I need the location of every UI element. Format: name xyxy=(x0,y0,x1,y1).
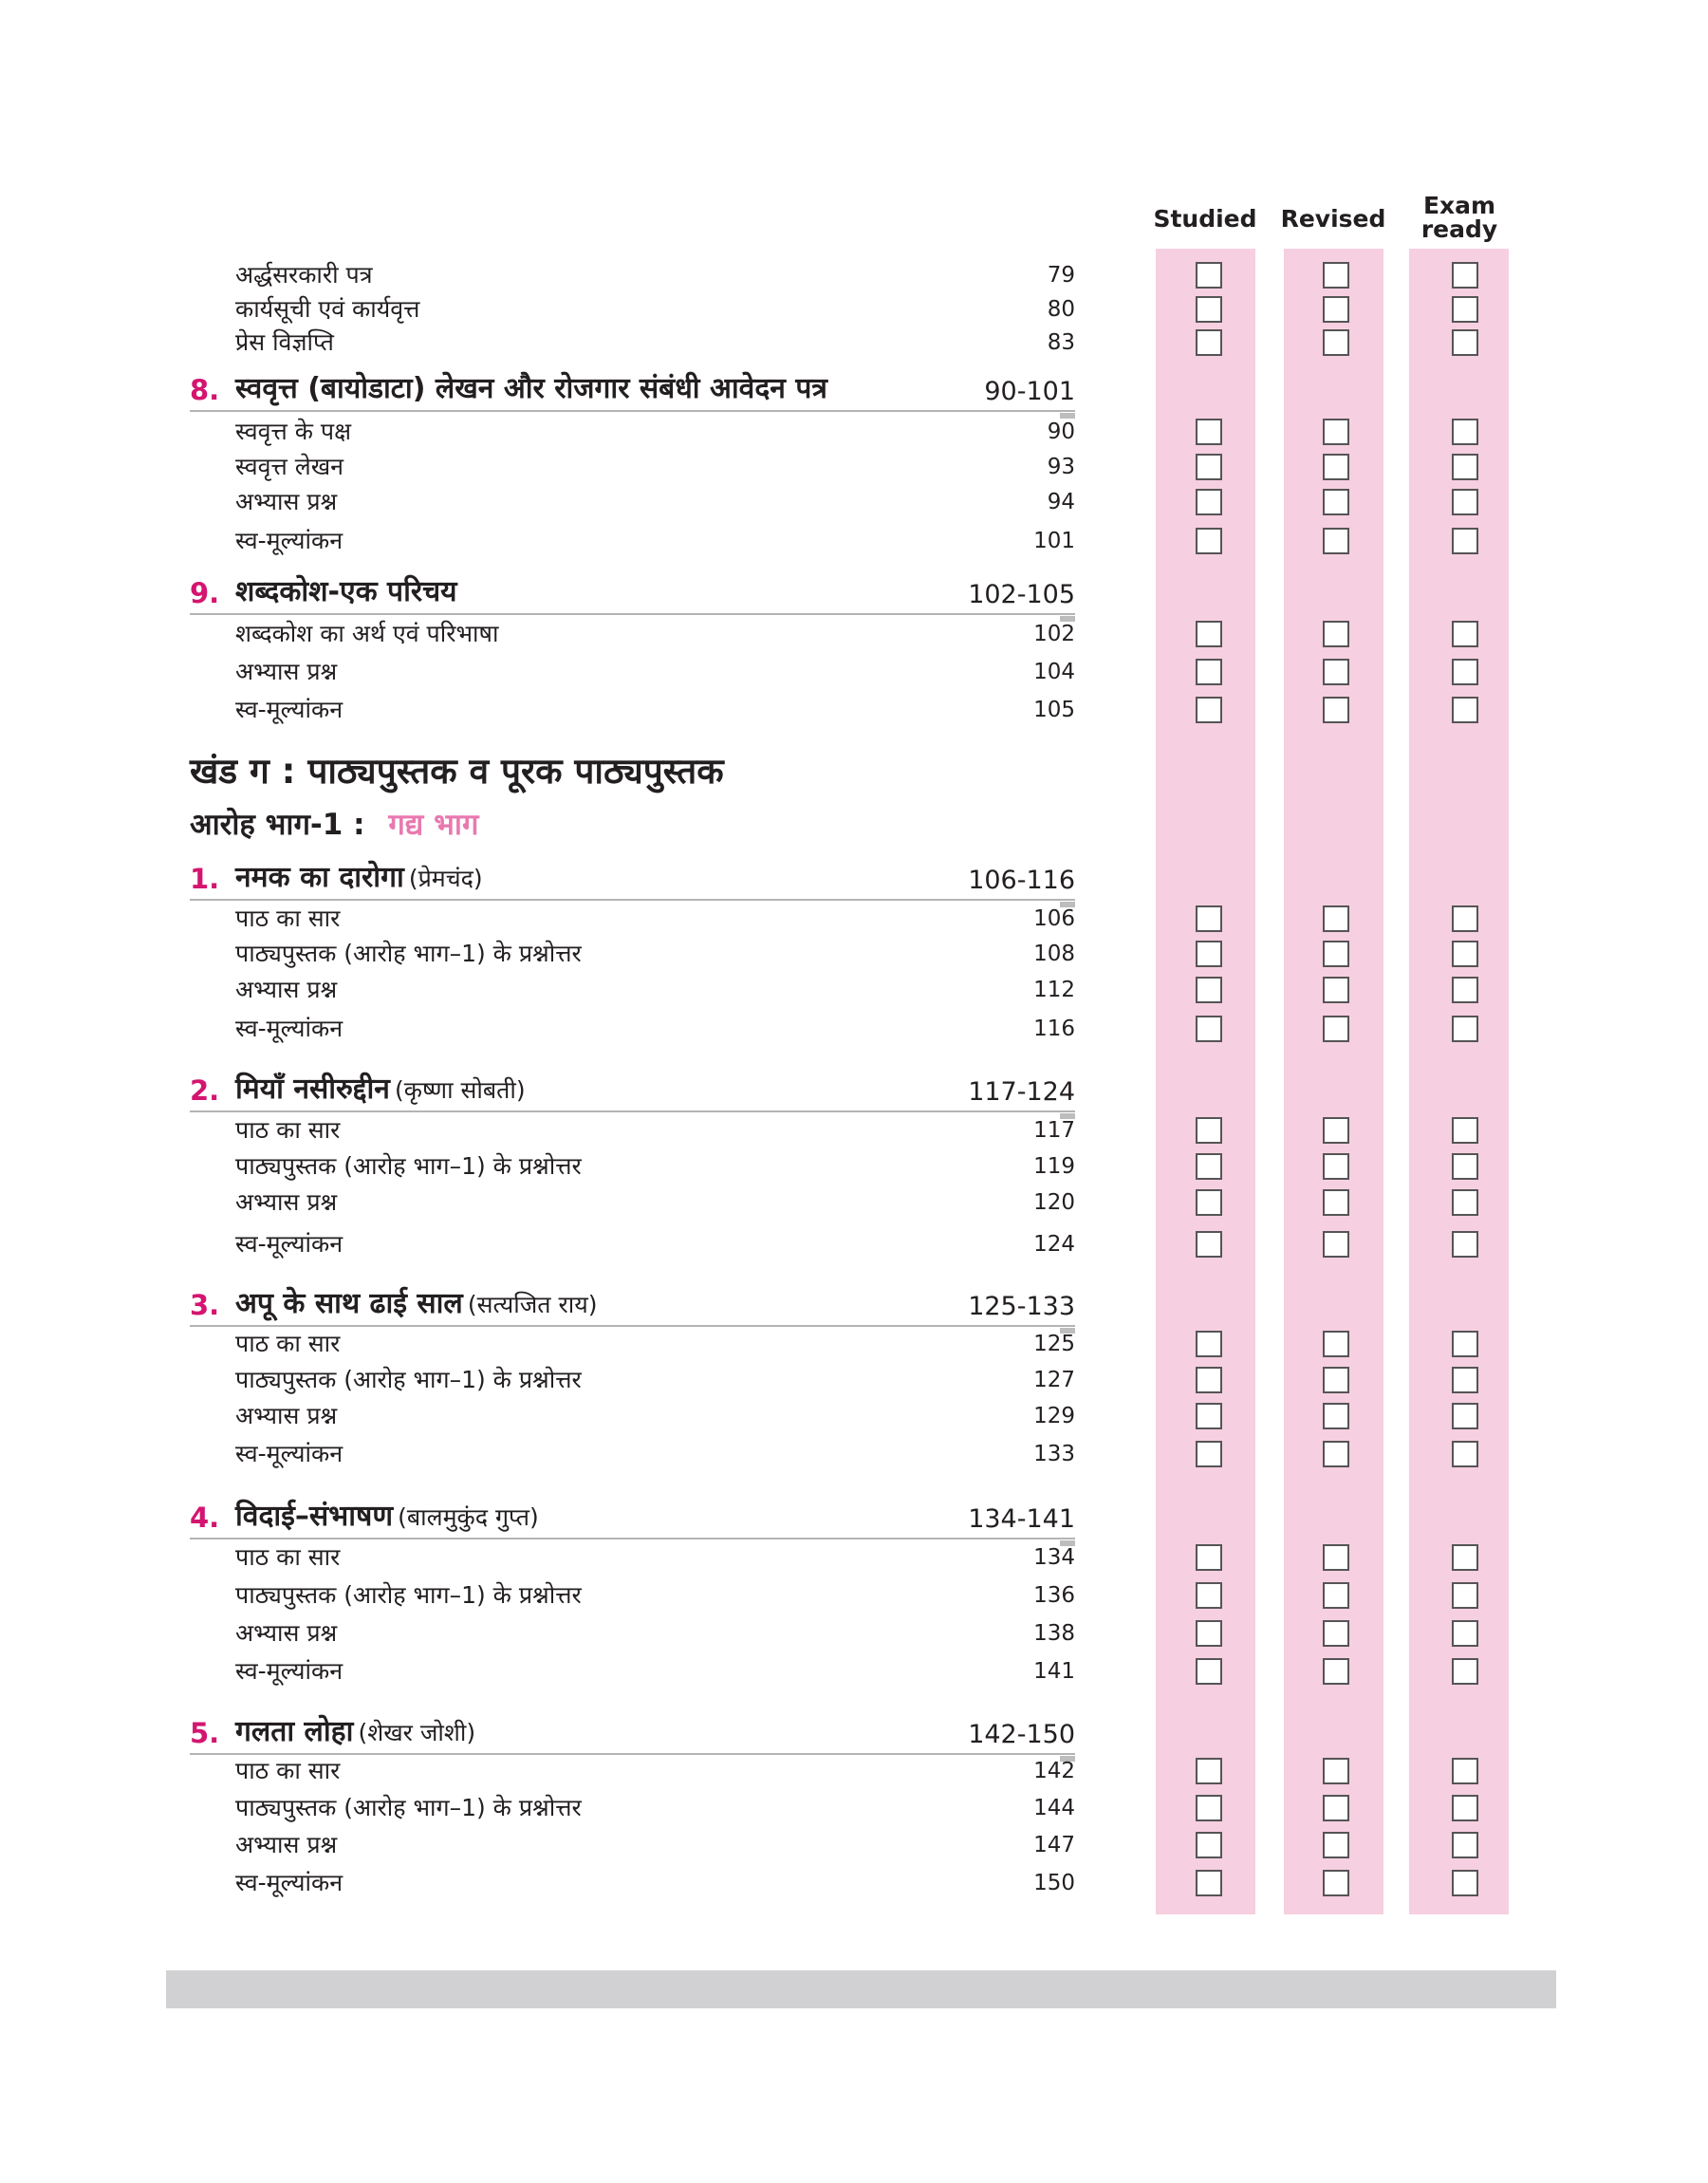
revised-checkbox[interactable] xyxy=(1323,697,1349,723)
revised-checkbox[interactable] xyxy=(1323,621,1349,647)
exam-ready-checkbox[interactable] xyxy=(1452,262,1478,289)
revised-checkbox[interactable] xyxy=(1323,329,1349,356)
exam-ready-checkbox[interactable] xyxy=(1452,905,1478,932)
item-label: स्व-मूल्यांकन xyxy=(235,696,343,723)
column-header-revised: Revised xyxy=(1280,205,1386,233)
item-label: स्ववृत्त लेखन xyxy=(235,453,344,480)
item-page-number: 101 xyxy=(1033,529,1075,553)
chapter-title-text: मियाँ नसीरुद्दीन xyxy=(235,1073,390,1106)
list-item xyxy=(235,1652,1075,1690)
exam-ready-checkbox[interactable] xyxy=(1452,941,1478,967)
item-page-number: 102 xyxy=(1033,622,1075,646)
item-page-number: 136 xyxy=(1033,1583,1075,1608)
list-item xyxy=(235,1826,1075,1864)
studied-checkbox[interactable] xyxy=(1196,977,1222,1003)
list-item xyxy=(235,971,1075,1009)
studied-checkbox[interactable] xyxy=(1196,1832,1222,1858)
item-label: अर्द्धसरकारी पत्र xyxy=(235,261,373,289)
studied-checkbox[interactable] xyxy=(1196,1016,1222,1042)
chapter-title xyxy=(235,570,457,609)
checkbox-row xyxy=(1196,697,1490,725)
chapter-page-range: 125-133 xyxy=(968,1292,1075,1321)
footer-bar xyxy=(166,1970,1556,2008)
chapter-title-text: स्ववृत्त (बायोडाटा) लेखन और रोजगार संबंधी आवेदन पत्र xyxy=(235,372,827,405)
chapter-heading xyxy=(190,1490,1075,1539)
exam-ready-checkbox[interactable] xyxy=(1452,659,1478,685)
item-label: स्व-मूल्यांकन xyxy=(235,527,343,554)
studied-checkbox[interactable] xyxy=(1196,1117,1222,1144)
studied-checkbox[interactable] xyxy=(1196,489,1222,515)
studied-checkbox[interactable] xyxy=(1196,1441,1222,1467)
item-page-number: 142 xyxy=(1033,1759,1075,1783)
chapter-number: 5. xyxy=(190,1717,220,1749)
column-header-studied: Studied xyxy=(1153,205,1257,233)
item-label: अभ्यास प्रश्न xyxy=(235,976,338,1003)
section-subtitle xyxy=(190,804,478,844)
item-label: प्रेस विज्ञप्ति xyxy=(235,328,334,356)
checkbox-row xyxy=(1196,941,1490,969)
revised-checkbox[interactable] xyxy=(1323,1153,1349,1180)
studied-checkbox[interactable] xyxy=(1196,329,1222,356)
list-item xyxy=(235,1752,1075,1790)
studied-checkbox[interactable] xyxy=(1196,419,1222,445)
exam-ready-checkbox[interactable] xyxy=(1452,1231,1478,1258)
chapter-page-range: 117-124 xyxy=(968,1077,1075,1107)
checkbox-row xyxy=(1196,1117,1490,1146)
item-page-number: 147 xyxy=(1033,1833,1075,1857)
chapter-number: 4. xyxy=(190,1502,220,1534)
item-page-number: 83 xyxy=(1047,330,1075,355)
checkbox-row xyxy=(1196,296,1490,325)
exam-ready-checkbox[interactable] xyxy=(1452,1658,1478,1685)
item-page-number: 120 xyxy=(1033,1190,1075,1215)
item-page-number: 150 xyxy=(1033,1871,1075,1895)
item-page-number: 104 xyxy=(1033,660,1075,684)
item-page-number: 133 xyxy=(1033,1442,1075,1466)
chapter-page-range: 90-101 xyxy=(984,377,1075,406)
column-header-exam-ready: Exam ready xyxy=(1420,192,1498,243)
revised-checkbox[interactable] xyxy=(1323,1441,1349,1467)
item-page-number: 141 xyxy=(1033,1659,1075,1684)
checkbox-row xyxy=(1196,262,1490,290)
item-page-number: 127 xyxy=(1033,1368,1075,1392)
chapter-title-text: गलता लोहा xyxy=(235,1715,354,1748)
revised-checkbox[interactable] xyxy=(1323,1403,1349,1429)
item-page-number: 80 xyxy=(1047,297,1075,322)
chapter-title xyxy=(235,367,827,406)
item-page-number: 93 xyxy=(1047,455,1075,479)
exam-ready-checkbox[interactable] xyxy=(1452,1403,1478,1429)
checkbox-row xyxy=(1196,905,1490,934)
checkbox-row xyxy=(1196,1832,1490,1860)
exam-ready-checkbox[interactable] xyxy=(1452,296,1478,323)
revised-checkbox[interactable] xyxy=(1323,454,1349,480)
checkbox-row xyxy=(1196,1870,1490,1898)
item-page-number: 112 xyxy=(1033,978,1075,1002)
list-item xyxy=(235,900,1075,938)
list-item xyxy=(235,290,1075,328)
checkbox-row xyxy=(1196,528,1490,556)
chapter-title-text: विदाई–संभाषण xyxy=(235,1500,394,1533)
checkbox-row xyxy=(1196,1758,1490,1786)
item-label: स्व-मूल्यांकन xyxy=(235,1657,343,1685)
checkbox-row xyxy=(1196,1153,1490,1182)
chapter-number: 1. xyxy=(190,863,220,895)
item-page-number: 108 xyxy=(1033,942,1075,966)
list-item xyxy=(235,483,1075,521)
revised-checkbox[interactable] xyxy=(1323,659,1349,685)
item-page-number: 124 xyxy=(1033,1232,1075,1257)
studied-checkbox[interactable] xyxy=(1196,1331,1222,1357)
section-subtitle-main: आरोह भाग-1 : xyxy=(190,808,365,842)
exam-ready-checkbox[interactable] xyxy=(1452,1331,1478,1357)
studied-checkbox[interactable] xyxy=(1196,697,1222,723)
item-page-number: 138 xyxy=(1033,1621,1075,1646)
revised-checkbox[interactable] xyxy=(1323,1117,1349,1144)
item-page-number: 106 xyxy=(1033,906,1075,931)
studied-checkbox[interactable] xyxy=(1196,905,1222,932)
exam-ready-checkbox[interactable] xyxy=(1452,1544,1478,1571)
revised-checkbox[interactable] xyxy=(1323,1582,1349,1609)
chapter-title xyxy=(235,1282,597,1321)
item-label: अभ्यास प्रश्न xyxy=(235,1188,338,1216)
exam-ready-checkbox[interactable] xyxy=(1452,1441,1478,1467)
revised-checkbox[interactable] xyxy=(1323,528,1349,554)
revised-checkbox[interactable] xyxy=(1323,1620,1349,1647)
exam-ready-checkbox[interactable] xyxy=(1452,1832,1478,1858)
studied-checkbox[interactable] xyxy=(1196,528,1222,554)
chapter-heading xyxy=(190,566,1075,615)
checkbox-row xyxy=(1196,1231,1490,1259)
checkbox-row xyxy=(1196,1544,1490,1573)
chapter-page-range: 134-141 xyxy=(968,1504,1075,1534)
item-page-number: 144 xyxy=(1033,1796,1075,1820)
list-item xyxy=(235,935,1075,973)
exam-ready-checkbox[interactable] xyxy=(1452,697,1478,723)
studied-checkbox[interactable] xyxy=(1196,262,1222,289)
item-label: स्व-मूल्यांकन xyxy=(235,1440,343,1467)
list-item xyxy=(235,1397,1075,1435)
chapter-heading xyxy=(190,1063,1075,1112)
studied-checkbox[interactable] xyxy=(1196,1870,1222,1896)
studied-checkbox[interactable] xyxy=(1196,1231,1222,1258)
item-page-number: 105 xyxy=(1033,698,1075,722)
revised-checkbox[interactable] xyxy=(1323,1832,1349,1858)
revised-checkbox[interactable] xyxy=(1323,1758,1349,1784)
chapter-title xyxy=(235,1710,475,1749)
checkbox-row xyxy=(1196,489,1490,517)
chapter-heading xyxy=(190,851,1075,901)
item-label: अभ्यास प्रश्न xyxy=(235,1831,338,1858)
item-page-number: 129 xyxy=(1033,1404,1075,1428)
item-label: अभ्यास प्रश्न xyxy=(235,488,338,515)
checkbox-row xyxy=(1196,1658,1490,1687)
list-item xyxy=(235,1111,1075,1149)
exam-ready-checkbox[interactable] xyxy=(1452,1870,1478,1896)
chapter-number: 2. xyxy=(190,1074,220,1107)
chapter-title-text: अपू के साथ ढाई साल xyxy=(235,1287,463,1320)
section-title: खंड ग : पाठ्यपुस्तक व पूरक पाठ्यपुस्तक xyxy=(190,751,724,792)
revised-checkbox[interactable] xyxy=(1323,1331,1349,1357)
item-page-number: 94 xyxy=(1047,490,1075,514)
item-label: स्व-मूल्यांकन xyxy=(235,1015,343,1042)
studied-checkbox[interactable] xyxy=(1196,1620,1222,1647)
revised-checkbox[interactable] xyxy=(1323,905,1349,932)
checkbox-row xyxy=(1196,977,1490,1005)
exam-ready-checkbox[interactable] xyxy=(1452,1117,1478,1144)
item-label: पाठ का सार xyxy=(235,1330,341,1357)
exam-ready-checkbox[interactable] xyxy=(1452,419,1478,445)
checkbox-row xyxy=(1196,1441,1490,1469)
studied-checkbox[interactable] xyxy=(1196,1582,1222,1609)
item-label: पाठ का सार xyxy=(235,1757,341,1784)
chapter-title xyxy=(235,856,483,895)
list-item xyxy=(235,256,1075,294)
revised-checkbox[interactable] xyxy=(1323,419,1349,445)
list-item xyxy=(235,691,1075,729)
studied-checkbox[interactable] xyxy=(1196,1758,1222,1784)
exam-ready-checkbox[interactable] xyxy=(1452,1795,1478,1821)
exam-ready-checkbox[interactable] xyxy=(1452,528,1478,554)
checkbox-row xyxy=(1196,1795,1490,1823)
chapter-page-range: 106-116 xyxy=(968,866,1075,895)
exam-ready-checkbox[interactable] xyxy=(1452,489,1478,515)
list-item xyxy=(235,1147,1075,1185)
revised-checkbox[interactable] xyxy=(1323,941,1349,967)
exam-ready-checkbox[interactable] xyxy=(1452,1582,1478,1609)
checkbox-row xyxy=(1196,1331,1490,1359)
item-label: पाठ्यपुस्तक (आरोह भाग–1) के प्रश्नोत्तर xyxy=(235,1152,582,1180)
chapter-heading xyxy=(190,363,1075,412)
item-page-number: 119 xyxy=(1033,1154,1075,1179)
checkbox-row xyxy=(1196,454,1490,482)
revised-checkbox[interactable] xyxy=(1323,1870,1349,1896)
chapter-title-text: शब्दकोश-एक परिचय xyxy=(235,575,457,608)
item-label: पाठ्यपुस्तक (आरोह भाग–1) के प्रश्नोत्तर xyxy=(235,1581,582,1609)
studied-checkbox[interactable] xyxy=(1196,1403,1222,1429)
revised-checkbox[interactable] xyxy=(1323,1189,1349,1216)
chapter-heading xyxy=(190,1278,1075,1327)
list-item xyxy=(235,448,1075,486)
item-page-number: 116 xyxy=(1033,1017,1075,1041)
item-label: कार्यसूची एवं कार्यवृत्त xyxy=(235,295,420,323)
revised-checkbox[interactable] xyxy=(1323,1544,1349,1571)
item-label: पाठ का सार xyxy=(235,1116,341,1144)
studied-checkbox[interactable] xyxy=(1196,1367,1222,1393)
list-item xyxy=(235,522,1075,560)
checkbox-row xyxy=(1196,419,1490,447)
studied-checkbox[interactable] xyxy=(1196,1189,1222,1216)
checkbox-row xyxy=(1196,1016,1490,1044)
chapter-number: 9. xyxy=(190,577,220,609)
checkbox-row xyxy=(1196,1403,1490,1431)
revised-checkbox[interactable] xyxy=(1323,489,1349,515)
list-item xyxy=(235,1435,1075,1473)
chapter-author: (कृष्णा सोबती) xyxy=(395,1076,526,1104)
list-item xyxy=(235,1577,1075,1614)
revised-checkbox[interactable] xyxy=(1323,1367,1349,1393)
chapter-page-range: 142-150 xyxy=(968,1720,1075,1749)
chapter-author: (प्रेमचंद) xyxy=(408,865,483,892)
exam-ready-checkbox[interactable] xyxy=(1452,454,1478,480)
studied-checkbox[interactable] xyxy=(1196,659,1222,685)
chapter-author: (सत्यजित राय) xyxy=(467,1291,598,1318)
item-label: अभ्यास प्रश्न xyxy=(235,1402,338,1429)
item-label: शब्दकोश का अर्थ एवं परिभाषा xyxy=(235,620,499,647)
exam-ready-checkbox[interactable] xyxy=(1452,1153,1478,1180)
checkbox-row xyxy=(1196,1620,1490,1649)
studied-checkbox[interactable] xyxy=(1196,296,1222,323)
list-item xyxy=(235,324,1075,362)
checkbox-row xyxy=(1196,329,1490,358)
list-item xyxy=(235,1539,1075,1577)
studied-checkbox[interactable] xyxy=(1196,1795,1222,1821)
exam-ready-checkbox[interactable] xyxy=(1452,621,1478,647)
chapter-title xyxy=(235,1495,539,1534)
item-label: स्व-मूल्यांकन xyxy=(235,1869,343,1896)
checkbox-row xyxy=(1196,621,1490,649)
exam-ready-checkbox[interactable] xyxy=(1452,1758,1478,1784)
exam-ready-checkbox[interactable] xyxy=(1452,977,1478,1003)
exam-ready-checkbox[interactable] xyxy=(1452,1016,1478,1042)
exam-ready-checkbox[interactable] xyxy=(1452,1189,1478,1216)
list-item xyxy=(235,1184,1075,1222)
revised-checkbox[interactable] xyxy=(1323,977,1349,1003)
studied-checkbox[interactable] xyxy=(1196,621,1222,647)
list-item xyxy=(235,653,1075,691)
checkbox-row xyxy=(1196,1189,1490,1218)
revised-checkbox[interactable] xyxy=(1323,296,1349,323)
section-subtitle-accent: गद्य भाग xyxy=(388,808,479,842)
list-item xyxy=(235,1010,1075,1048)
revised-checkbox[interactable] xyxy=(1323,1658,1349,1685)
studied-checkbox[interactable] xyxy=(1196,1153,1222,1180)
item-label: पाठ्यपुस्तक (आरोह भाग–1) के प्रश्नोत्तर xyxy=(235,1366,582,1393)
chapter-author: (बालमुकुंद गुप्त) xyxy=(398,1503,539,1531)
list-item xyxy=(235,1325,1075,1363)
item-label: स्ववृत्त के पक्ष xyxy=(235,418,352,445)
studied-checkbox[interactable] xyxy=(1196,1544,1222,1571)
studied-checkbox[interactable] xyxy=(1196,454,1222,480)
chapter-number: 8. xyxy=(190,374,220,406)
list-item xyxy=(235,1864,1075,1902)
item-page-number: 117 xyxy=(1033,1118,1075,1143)
chapter-author: (शेखर जोशी) xyxy=(358,1719,476,1746)
list-item xyxy=(235,413,1075,451)
checkbox-row xyxy=(1196,659,1490,687)
chapter-title xyxy=(235,1068,526,1107)
item-label: पाठ का सार xyxy=(235,905,341,932)
revised-checkbox[interactable] xyxy=(1323,1016,1349,1042)
item-label: पाठ्यपुस्तक (आरोह भाग–1) के प्रश्नोत्तर xyxy=(235,1794,582,1821)
list-item xyxy=(235,615,1075,653)
item-label: स्व-मूल्यांकन xyxy=(235,1230,343,1258)
item-page-number: 125 xyxy=(1033,1332,1075,1356)
studied-checkbox[interactable] xyxy=(1196,1658,1222,1685)
item-page-number: 90 xyxy=(1047,420,1075,444)
list-item xyxy=(235,1361,1075,1399)
list-item xyxy=(235,1614,1075,1652)
list-item xyxy=(235,1789,1075,1827)
chapter-page-range: 102-105 xyxy=(968,580,1075,609)
exam-ready-checkbox[interactable] xyxy=(1452,329,1478,356)
item-label: अभ्यास प्रश्न xyxy=(235,658,338,685)
exam-ready-checkbox[interactable] xyxy=(1452,1367,1478,1393)
revised-checkbox[interactable] xyxy=(1323,1795,1349,1821)
checkbox-row xyxy=(1196,1367,1490,1395)
list-item xyxy=(235,1225,1075,1263)
item-label: अभ्यास प्रश्न xyxy=(235,1619,338,1647)
checkbox-row xyxy=(1196,1582,1490,1611)
chapter-number: 3. xyxy=(190,1289,220,1321)
item-label: पाठ का सार xyxy=(235,1543,341,1571)
revised-checkbox[interactable] xyxy=(1323,262,1349,289)
chapter-title-text: नमक का दारोगा xyxy=(235,861,404,894)
chapter-heading xyxy=(190,1706,1075,1755)
revised-checkbox[interactable] xyxy=(1323,1231,1349,1258)
exam-ready-checkbox[interactable] xyxy=(1452,1620,1478,1647)
studied-checkbox[interactable] xyxy=(1196,941,1222,967)
item-label: पाठ्यपुस्तक (आरोह भाग–1) के प्रश्नोत्तर xyxy=(235,940,582,967)
item-page-number: 79 xyxy=(1047,263,1075,288)
item-page-number: 134 xyxy=(1033,1545,1075,1570)
